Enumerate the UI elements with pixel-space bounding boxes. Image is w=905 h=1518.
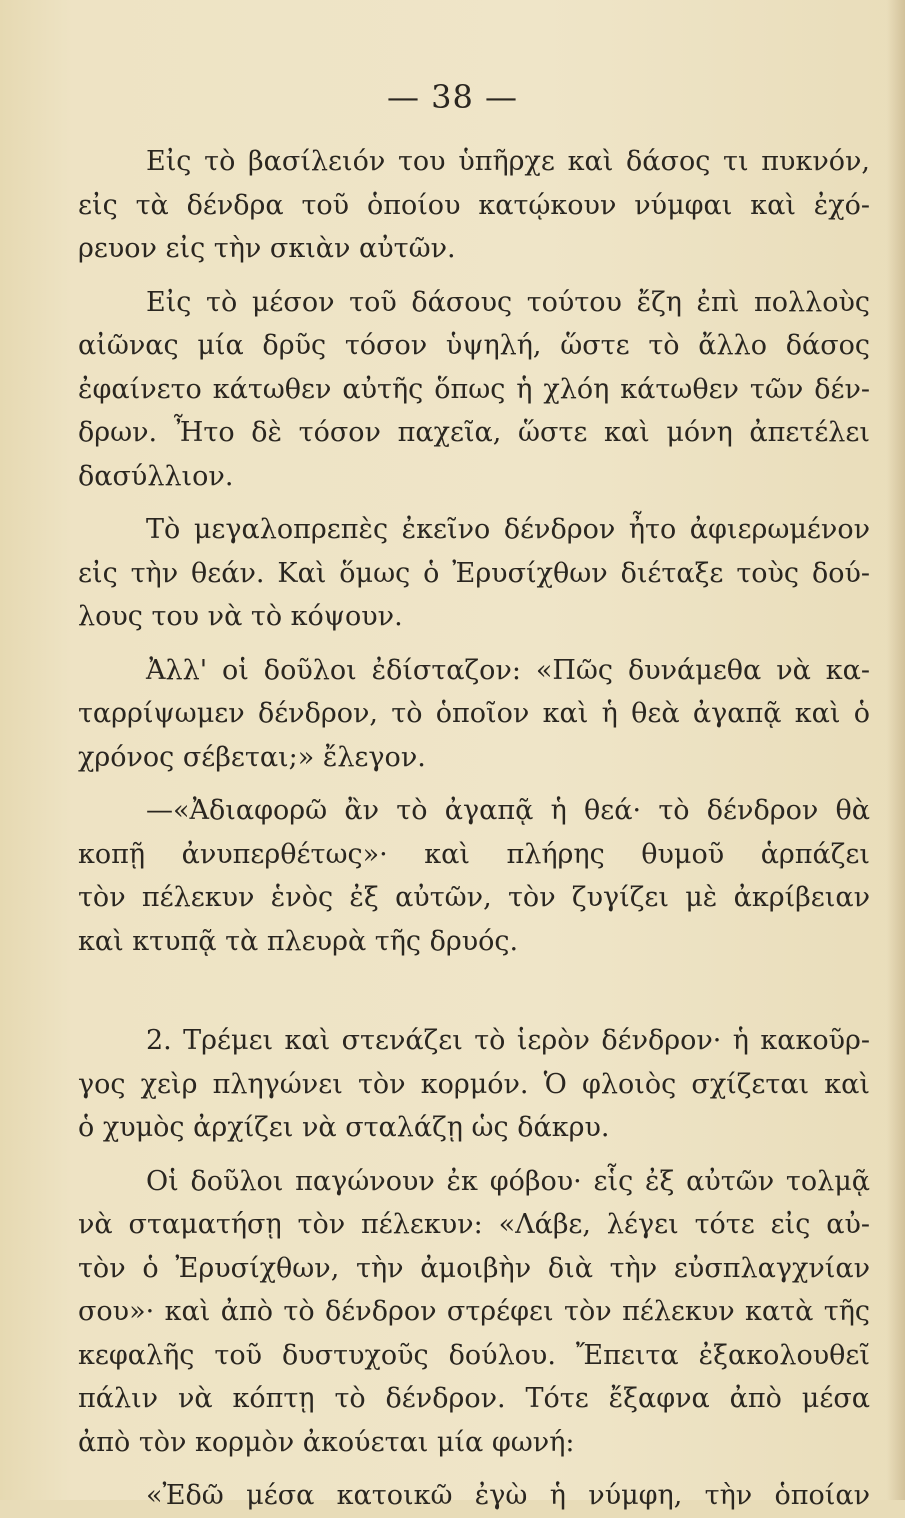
text-line: νὰ σταματήσῃ τὸν πέλεκυν: «Λάβε, λέγει τότε εἰς αὐ- [78, 1209, 870, 1240]
text-line: Εἰς τὸ μέσον τοῦ δάσους τούτου ἔζη ἐπὶ πολλοὺς [146, 286, 870, 318]
text-line: τὸν πέλεκυν ἑνὸς ἐξ αὐτῶν, τὸν ζυγίζει μὲ ἀκρίβειαν [78, 882, 870, 913]
paragraph [78, 649, 870, 780]
text-line: Οἱ δοῦλοι παγώνουν ἐκ φόβου· εἷς ἐξ αὐτῶν τολμᾷ [146, 1165, 870, 1197]
paragraph [78, 140, 870, 963]
text-line: εἰς τὰ δένδρα τοῦ ὁποίου κατῴκουν νύμφαι καὶ ἐχό- [78, 189, 870, 221]
paragraph-gap [78, 639, 870, 649]
paragraph-gap [78, 271, 870, 281]
paragraph-gap [78, 498, 870, 508]
paragraph-gap [78, 779, 870, 789]
text-line: καὶ κτυπᾷ τὰ πλευρὰ τῆς δρυός. [78, 925, 519, 957]
text-line: Εἰς τὸ βασίλειόν του ὑπῆρχε καὶ δάσος τι πυκνόν, [146, 146, 870, 177]
text-line: Ἀλλ' οἱ δοῦλοι ἐδίσταζον: «Πῶς δυνάμεθα νὰ κα- [146, 654, 870, 686]
text-line: αἰῶνας μία δρῦς τόσον ὑψηλή, ὥστε τὸ ἄλλο δάσος [78, 330, 870, 361]
paragraph [78, 140, 870, 271]
text-line: 2. Τρέμει καὶ στενάζει τὸ ἱερὸν δένδρον· ἡ κακοῦρ- [146, 1025, 870, 1056]
page-spine-shadow [887, 0, 905, 1500]
text-line: ἐφαίνετο κάτωθεν αὐτῆς ὅπως ἡ χλόη κάτωθεν τῶν δέν- [78, 373, 870, 405]
paragraph [78, 281, 870, 499]
text-line: πάλιν νὰ κόπτῃ τὸ δένδρον. Τότε ἔξαφνα ἀπὸ μέσα [78, 1383, 870, 1414]
text-line: ἀπὸ τὸν κορμὸν ἀκούεται μία φωνή: [78, 1426, 575, 1458]
text-line: «Ἐδῶ μέσα κατοικῶ ἐγὼ ἡ νύμφη, τὴν ὁποίαν [146, 1480, 870, 1511]
text-line: ρευον εἰς τὴν σκιὰν αὐτῶν. [78, 233, 456, 264]
paragraph [78, 508, 870, 639]
paragraph [78, 1160, 870, 1465]
text-line: τὸν ὁ Ἐρυσίχθων, τὴν ἀμοιβὴν διὰ τὴν εὐσπλαγχνίαν [78, 1252, 870, 1284]
text-line: Τὸ μεγαλοπρεπὲς ἐκεῖνο δένδρον ἦτο ἀφιερωμένον [146, 514, 870, 545]
text-line: κεφαλῆς τοῦ δυστυχοῦς δούλου. Ἔπειτα ἐξακολουθεῖ [78, 1339, 870, 1371]
text-line: —«Ἀδιαφορῶ ἂν τὸ ἀγαπᾷ ἡ θεά· τὸ δένδρον θὰ [146, 795, 870, 826]
text-line: ὁ χυμὸς ἀρχίζει νὰ σταλάζῃ ὡς δάκρυ. [78, 1112, 610, 1143]
section-gap [78, 963, 870, 1019]
paragraph [78, 1019, 870, 1150]
paragraph [78, 789, 870, 963]
text-line: γος χεὶρ πληγώνει τὸν κορμόν. Ὁ φλοιὸς σχίζεται καὶ [78, 1068, 870, 1100]
paragraph [78, 1474, 870, 1518]
text-line: κοπῇ ἀνυπερθέτως»· καὶ πλήρης θυμοῦ ἁρπάζει [78, 838, 870, 870]
text-line: δασύλλιον. [78, 460, 234, 492]
text-line: σου»· καὶ ἀπὸ τὸ δένδρον στρέφει τὸν πέλεκυν κατὰ τῆς [78, 1296, 870, 1327]
text-line: χρόνος σέβεται;» ἔλεγον. [78, 741, 426, 773]
paragraph-gap [78, 1464, 870, 1474]
body-text [78, 140, 870, 1518]
text-line: εἰς τὴν θεάν. Καὶ ὅμως ὁ Ἐρυσίχθων διέταξε τοὺς δού- [78, 557, 870, 589]
text-line: λους του νὰ τὸ κόψουν. [78, 601, 403, 632]
paragraph [78, 1019, 870, 1518]
page-number: — 38 — [386, 78, 519, 116]
text-line: ταρρίψωμεν δένδρον, τὸ ὁποῖον καὶ ἡ θεὰ ἀγαπᾷ καὶ ὁ [78, 698, 870, 729]
text-line: δρων. Ἦτο δὲ τόσον παχεῖα, ὥστε καὶ μόνη ἀπετέλει [78, 417, 870, 448]
paragraph-gap [78, 1150, 870, 1160]
